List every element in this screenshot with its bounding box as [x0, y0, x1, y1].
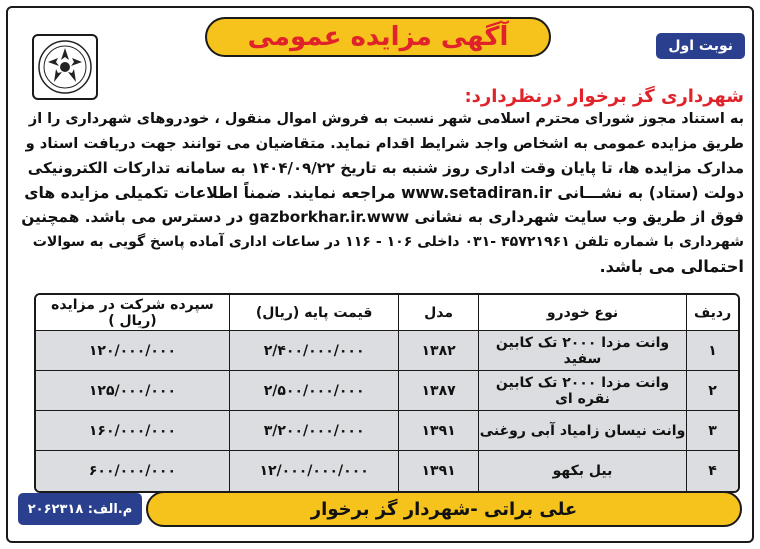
cell-model: ۱۳۸۷ — [398, 371, 478, 411]
body-line: دولت (ستاد) به نشـــانی www.setadiran.ir مراجعه نمایند. ضمناً اطلاعات تکمیلی مزایده های — [24, 183, 744, 202]
round-badge: نوبت اول — [656, 33, 745, 59]
notice-body — [20, 107, 744, 279]
body-line: طریق مزایده عمومی به اشخاص واجد شرایط اقدام نماید. متقاضیان می توانند جهت دریافت اسناد و — [25, 134, 744, 152]
cell-model: ۱۳۹۱ — [398, 411, 478, 451]
body-line: مدارک مزایده ها، تا پایان وقت اداری روز شنبه به تاریخ ۱۴۰۴/۰۹/۲۲ به سامانه تدارکات الکترونیکی — [27, 159, 744, 178]
cell-vehicle-type: وانت مزدا ۲۰۰۰ تک کابین سفید — [478, 331, 686, 371]
cell-model: ۱۳۸۲ — [398, 331, 478, 371]
table-row — [36, 331, 738, 371]
cell-row-number: ۱ — [686, 331, 738, 371]
header-model: مدل — [398, 295, 478, 331]
vehicle-table — [34, 293, 740, 493]
cell-row-number: ۴ — [686, 451, 738, 491]
reference-code: م.الف: ۲۰۶۲۳۱۸ — [18, 493, 142, 525]
cell-row-number: ۳ — [686, 411, 738, 451]
body-line: شهرداری با شماره تلفن ۴۵۷۲۱۹۶۱ -۰۳۱ داخلی ۱۰۶ - ۱۱۶ در ساعات اداری آماده پاسخ گویی به سوالات — [32, 233, 744, 250]
body-line: احتمالی می باشد. — [599, 256, 744, 276]
cell-deposit: ۱۶۰/۰۰۰/۰۰۰ — [36, 411, 229, 451]
header-base-price: قیمت پایه (ریال) — [229, 295, 398, 331]
signatory-name: علی براتی -شهردار گز برخوار — [310, 498, 578, 520]
signature-banner — [146, 491, 742, 527]
municipality-emblem-icon — [32, 34, 98, 100]
body-line: به استناد مجوز شورای محترم اسلامی شهر نسبت به فروش اموال منقول ، خودروهای شهرداری را از — [28, 111, 744, 127]
cell-deposit: ۱۲۰/۰۰۰/۰۰۰ — [36, 331, 229, 371]
cell-base-price: ۱۲/۰۰۰/۰۰۰/۰۰۰ — [229, 451, 398, 491]
table-row — [36, 451, 738, 491]
header-row-number: ردیف — [686, 295, 738, 331]
cell-deposit: ۶۰۰/۰۰۰/۰۰۰ — [36, 451, 229, 491]
cell-base-price: ۲/۴۰۰/۰۰۰/۰۰۰ — [229, 331, 398, 371]
cell-vehicle-type: وانت نیسان زامیاد آبی روغنی — [478, 411, 686, 451]
body-line: فوق از طریق وب سایت شهرداری به نشانی gazborkhar.ir.www در دسترس می باشد. همچنین — [21, 208, 744, 227]
cell-deposit: ۱۲۵/۰۰۰/۰۰۰ — [36, 371, 229, 411]
header-vehicle-type: نوع خودرو — [478, 295, 686, 331]
notice-title: آگهی مزایده عمومی — [247, 22, 509, 52]
cell-model: ۱۳۹۱ — [398, 451, 478, 491]
cell-row-number: ۲ — [686, 371, 738, 411]
cell-vehicle-type: بیل بکهو — [478, 451, 686, 491]
table-row — [36, 371, 738, 411]
cell-base-price: ۳/۲۰۰/۰۰۰/۰۰۰ — [229, 411, 398, 451]
notice-heading: شهرداری گز برخوار درنظردارد: — [464, 86, 744, 107]
table-row — [36, 411, 738, 451]
title-banner — [205, 17, 551, 57]
table-header-row — [36, 295, 738, 331]
header-deposit: سپرده شرکت در مزایده (ریال ) — [36, 295, 229, 331]
cell-vehicle-type: وانت مزدا ۲۰۰۰ تک کابین نقره ای — [478, 371, 686, 411]
cell-base-price: ۲/۵۰۰/۰۰۰/۰۰۰ — [229, 371, 398, 411]
